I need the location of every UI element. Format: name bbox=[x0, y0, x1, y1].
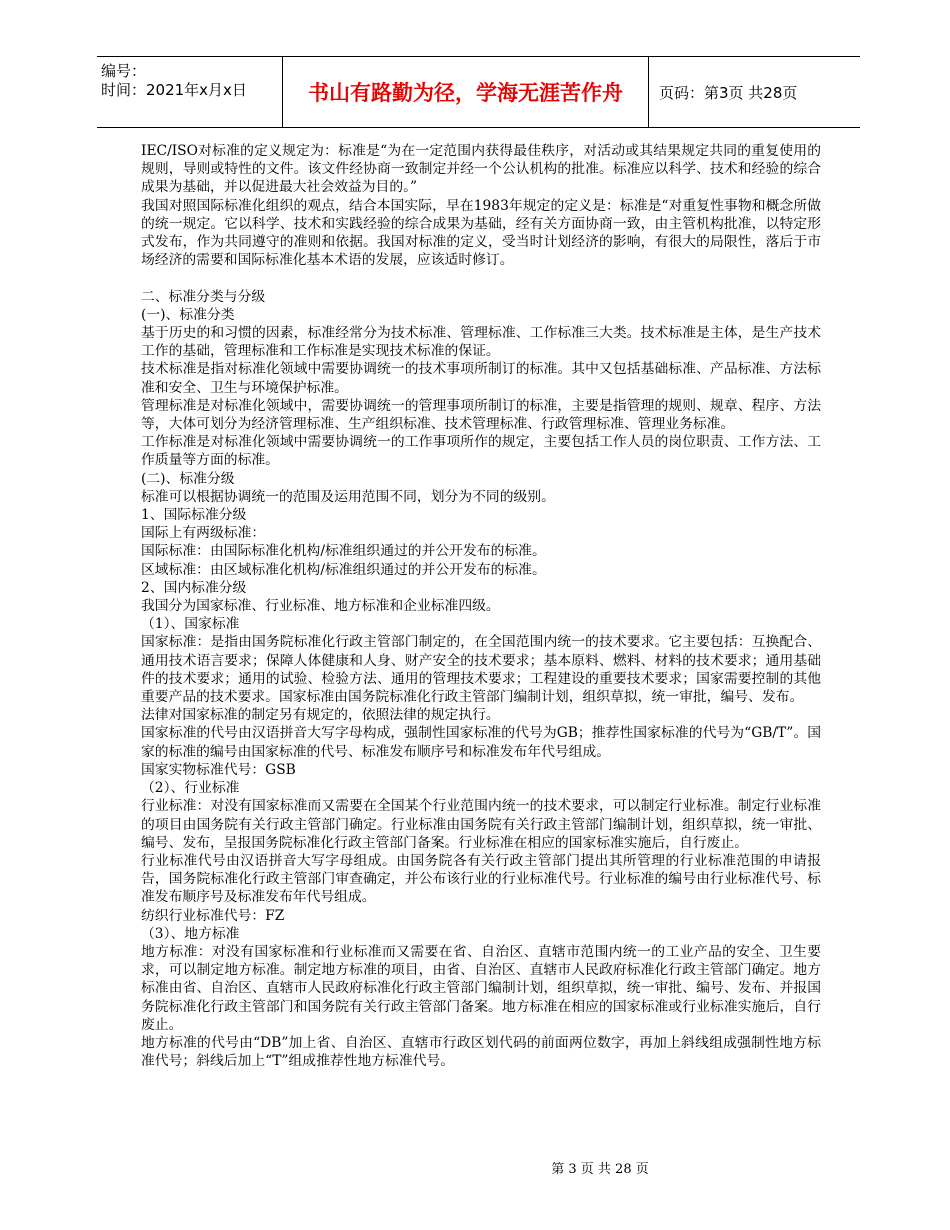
header-slogan: 书山有路勤为径，学海无涯苦作舟 bbox=[308, 81, 623, 105]
paragraph: 国际标准：由国际标准化机构/标准组织通过的并公开发布的标准。 bbox=[141, 543, 546, 560]
paragraph: 纺织行业标准代号：FZ bbox=[141, 907, 285, 924]
footer-page-number: 第 3 页 共 28 页 bbox=[551, 1162, 649, 1177]
document-number-label: 编号： bbox=[101, 62, 147, 80]
paragraph: 国际上有两级标准： bbox=[141, 525, 266, 542]
paragraph: 地方标准的代号由“DB”加上省、自治区、直辖市行政区划代码的前面两位数字，再加上斜线组成强制性地方标准代号；斜线后加上“T”组成推荐性地方标准代号。 bbox=[141, 1034, 821, 1070]
header-meta bbox=[97, 57, 282, 127]
header-page-number: 页码：第3页 共28页 bbox=[659, 83, 798, 102]
paragraph: 我国对照国际标准化组织的观点，结合本国实际，早在1983年规定的定义是：标准是“对重复性事物和概念所做的统一规定。它以科学、技术和实践经验的综合成果为基础，经有关方面协商一致，由主管机构批准，以特定形式发布，作为共同遵守的准则和依据。我国对标准的定义，受当时计划经济的影响，有很大的局限性，落后于市场经济的需要和国际标准化基本术语的发展，应该适时修订。 bbox=[141, 197, 821, 269]
paragraph: 管理标准是对标准化领域中，需要协调统一的管理事项所制订的标准，主要是指管理的规则、规章、程序、方法等，大体可划分为经济管理标准、生产组织标准、技术管理标准、行政管理标准、管理业务标准。 bbox=[141, 397, 821, 433]
paragraph: （1）、国家标准 bbox=[141, 616, 240, 633]
paragraph: 区域标准：由区域标准化机构/标准组织通过的并公开发布的标准。 bbox=[141, 561, 546, 578]
blank-line bbox=[141, 269, 821, 287]
paragraph: 行业标准代号由汉语拼音大写字母组成。由国务院各有关行政主管部门提出其所管理的行业标准范围的申请报告，国务院标准化行政主管部门审查确定，并公布该行业的行业标准代号。行业标准的编号由行业标准代号、标准发布顺序号及标准发布年代号组成。 bbox=[141, 852, 821, 906]
paragraph: 1、国际标准分级 bbox=[141, 507, 247, 524]
paragraph: 法律对国家标准的制定另有规定的，依照法律的规定执行。 bbox=[141, 707, 500, 724]
paragraph: (二)、标准分级 bbox=[141, 470, 235, 487]
paragraph: 行业标准：对没有国家标准而又需要在全国某个行业范围内统一的技术要求，可以制定行业标准。制定行业标准的项目由国务院有关行政主管部门确定。行业标准由国务院有关行政主管部门编制计划，组织草拟，统一审批、编号、发布，呈报国务院标准化行政主管部门备案。行业标准在相应的国家标准实施后，自行废止。 bbox=[141, 798, 821, 851]
paragraph: （3）、地方标准 bbox=[141, 925, 240, 942]
paragraph: 基于历史的和习惯的因素，标准经常分为技术标准、管理标准、工作标准三大类。技术标准是主体，是生产技术工作的基础，管理标准和工作标准是实现技术标准的保证。 bbox=[141, 325, 821, 360]
page-footer bbox=[0, 1158, 950, 1177]
document-body bbox=[141, 142, 821, 1070]
paragraph: 2、国内标准分级 bbox=[141, 579, 247, 596]
paragraph: 我国分为国家标准、行业标准、地方标准和企业标准四级。 bbox=[141, 598, 500, 615]
paragraph: （2）、行业标准 bbox=[141, 780, 240, 797]
header-slogan-cell bbox=[282, 57, 649, 127]
header-page-cell bbox=[649, 57, 860, 127]
page-header bbox=[97, 56, 860, 128]
paragraph: 工作标准是对标准化领域中需要协调统一的工作事项所作的规定，主要包括工作人员的岗位职责、工作方法、工作质量等方面的标准。 bbox=[141, 434, 821, 469]
paragraph: 技术标准是指对标准化领域中需要协调统一的技术事项所制订的标准。其中又包括基础标准、产品标准、方法标准和安全、卫生与环境保护标准。 bbox=[141, 361, 821, 396]
paragraph: 国家标准的代号由汉语拼音大写字母构成，强制性国家标准的代号为GB；推荐性国家标准的代号为“GB/T”。国家的标准的编号由国家标准的代号、标准发布顺序号和标准发布年代号组成。 bbox=[141, 725, 821, 760]
paragraph: IEC/ISO对标准的定义规定为：标准是“为在一定范围内获得最佳秩序，对活动或其结果规定共同的重复使用的规则，导则或特性的文件。该文件经协商一致制定并经一个公认机构的批准。标准应以科学、技术和经验的综合成果为基础，并以促进最大社会效益为目的。” bbox=[141, 143, 821, 196]
document-time-label: 时间：2021年x月x日 bbox=[101, 81, 247, 99]
paragraph: 二、标准分类与分级 bbox=[141, 288, 266, 305]
paragraph: 地方标准：对没有国家标准和行业标准而又需要在省、自治区、直辖市范围内统一的工业产品的安全、卫生要求，可以制定地方标准。制定地方标准的项目，由省、自治区、直辖市人民政府标准化行政主管部门确定。地方标准由省、自治区、直辖市人民政府标准化行政主管部门编制计划，组织草拟，统一审批、编号、发布、并报国务院标准化行政主管部门和国务院有关行政主管部门备案。地方标准在相应的国家标准或行业标准实施后，自行废止。 bbox=[141, 943, 821, 1033]
paragraph: 国家标准：是指由国务院标准化行政主管部门制定的，在全国范围内统一的技术要求。它主要包括：互换配合、通用技术语言要求；保障人体健康和人身、财产安全的技术要求；基本原料、燃料、材料的技术要求；通用基础件的技术要求；通用的试验、检验方法、通用的管理技术要求；工程建设的重要技术要求；国家需要控制的其他重要产品的技术要求。国家标准由国务院标准化行政主管部门编制计划，组织草拟，统一审批，编号、发布。 bbox=[141, 634, 821, 706]
paragraph: 标准可以根据协调统一的范围及运用范围不同，划分为不同的级别。 bbox=[141, 488, 555, 505]
paragraph: (一)、标准分类 bbox=[141, 306, 235, 323]
paragraph: 国家实物标准代号：GSB bbox=[141, 761, 296, 778]
